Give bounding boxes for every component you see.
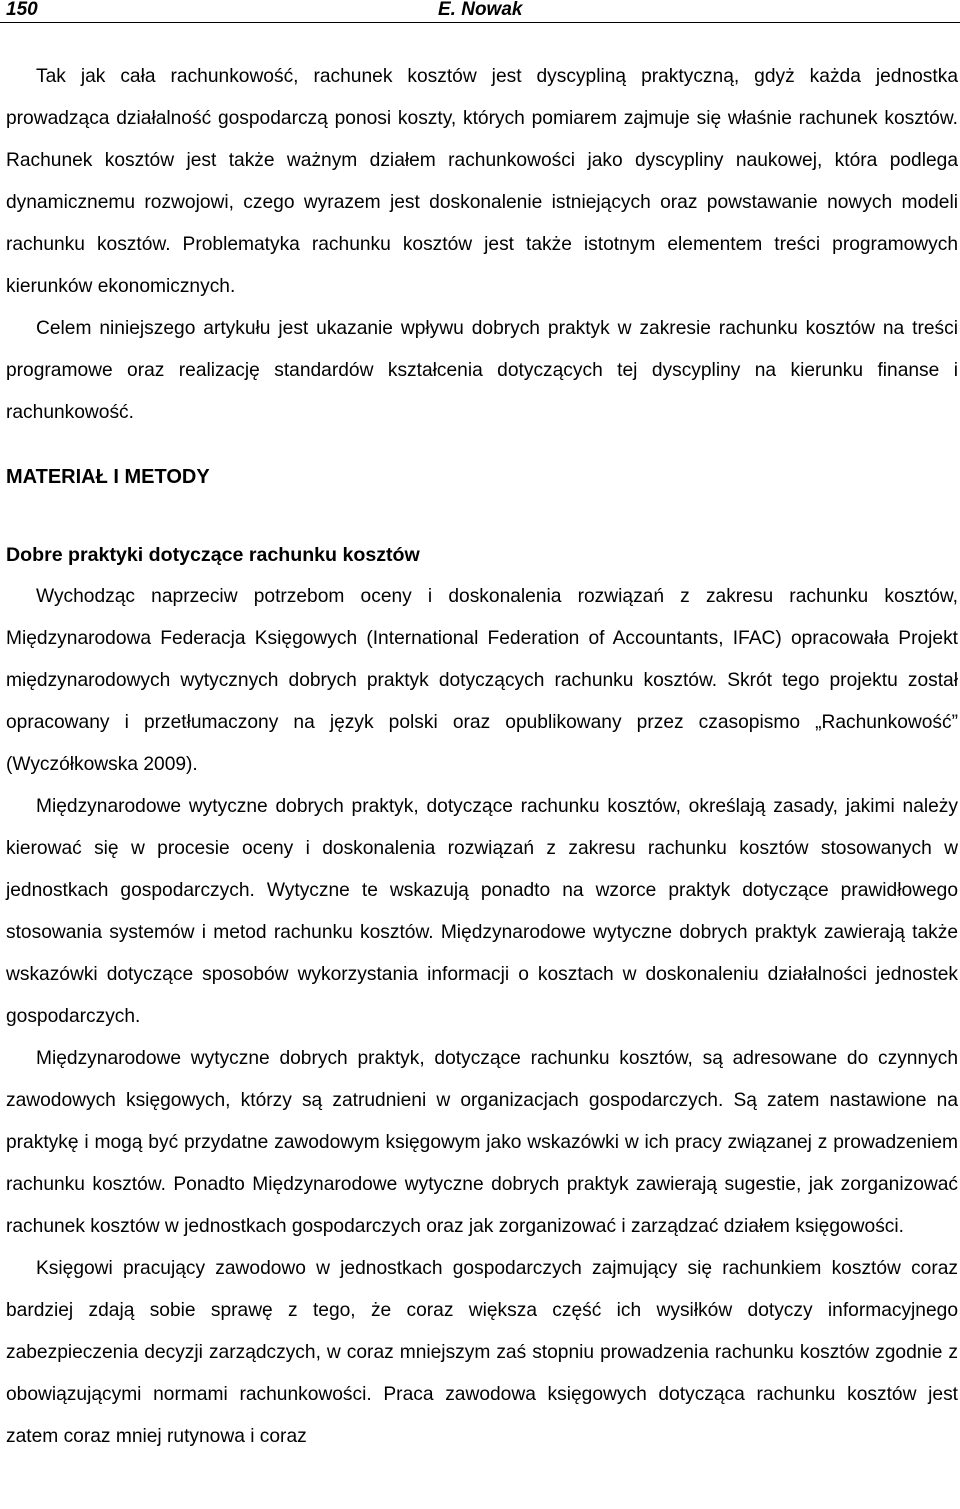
running-header [0,0,960,23]
paragraph-aim: Celem niniejszego artykułu jest ukazanie wpływu dobrych praktyk w zakresie rachunku kosztów na treści programowe oraz realizację standardów kształcenia dotyczących tej dyscypliny na kierunku finanse i rachunkowość. [6,318,958,423]
paragraph-guidelines: Międzynarodowe wytyczne dobrych praktyk, dotyczące rachunku kosztów, określają zasady, jakimi należy kierować się w procesie oceny i doskonalenia rozwiązań z zakresu rachunku kosztów stosowanych w jednostkach gospodarczych. Wytyczne te wskazują ponadto na wzorce praktyk dotyczące prawidłowego stosowania systemów i metod rachunku kosztów. Międzynarodowe wytyczne dobrych praktyk zawierają także wskazówki dotyczące sposobów wykorzystania informacji o kosztach w doskonaleniu działalności jednostek gospodarczych. [6,796,958,1027]
paragraph-intro: Tak jak cała rachunkowość, rachunek kosztów jest dyscypliną praktyczną, gdyż każda jednostka prowadząca działalność gospodarczą ponosi koszty, których pomiarem zajmuje się właśnie rachunek kosztów. Rachunek kosztów jest także ważnym działem rachunkowości jako dyscypliny naukowej, która podlega dynamicznemu rozwojowi, czego wyrazem jest doskonalenie istniejących oraz powstawanie nowych modeli rachunku kosztów. Problematyka rachunku kosztów jest także istotnym elementem treści programowych kierunków ekonomicznych. [6,66,958,297]
section-heading-materials-methods: MATERIAŁ I METODY [6,466,210,488]
running-header-author: E. Nowak [438,0,523,20]
subsection-heading-good-practices: Dobre praktyki dotyczące rachunku kosztów [6,544,420,566]
paragraph-accountants: Księgowi pracujący zawodowo w jednostkach gospodarczych zajmujący się rachunkiem kosztów coraz bardziej zdają sobie sprawę z tego, że coraz większa część ich wysiłków dotyczy informacyjnego zabezpieczenia decyzji zarządczych, w coraz mniejszym zaś stopniu prowadzenia rachunku kosztów zgodnie z obowiązującymi normami rachunkowości. Praca zawodowa księgowych dotycząca rachunku kosztów jest zatem coraz mniej rutynowa i coraz [6,1258,958,1447]
page-number: 150 [6,0,38,20]
paragraph-ifac: Wychodząc naprzeciw potrzebom oceny i doskonalenia rozwiązań z zakresu rachunku kosztów, Międzynarodowa Federacja Księgowych (International Federation of Accountants, IFAC) opracowała Projekt międzynarodowych wytycznych dobrych praktyk dotyczących rachunku kosztów. Skrót tego projektu został opracowany i przetłumaczony na język polski oraz opublikowany przez czasopismo „Rachunkowość” (Wyczółkowska 2009). [6,586,958,775]
article-body [6,56,958,1458]
paragraph-audience: Międzynarodowe wytyczne dobrych praktyk, dotyczące rachunku kosztów, są adresowane do czynnych zawodowych księgowych, którzy są zatrudnieni w organizacjach gospodarczych. Są zatem nastawione na praktykę i mogą być przydatne zawodowym księgowym jako wskazówki w ich pracy związanej z prowadzeniem rachunku kosztów. Ponadto Międzynarodowe wytyczne dobrych praktyk zawierają sugestie, jak zorganizować rachunek kosztów w jednostkach gospodarczych oraz jak zorganizować i zarządzać działem księgowości. [6,1048,958,1237]
